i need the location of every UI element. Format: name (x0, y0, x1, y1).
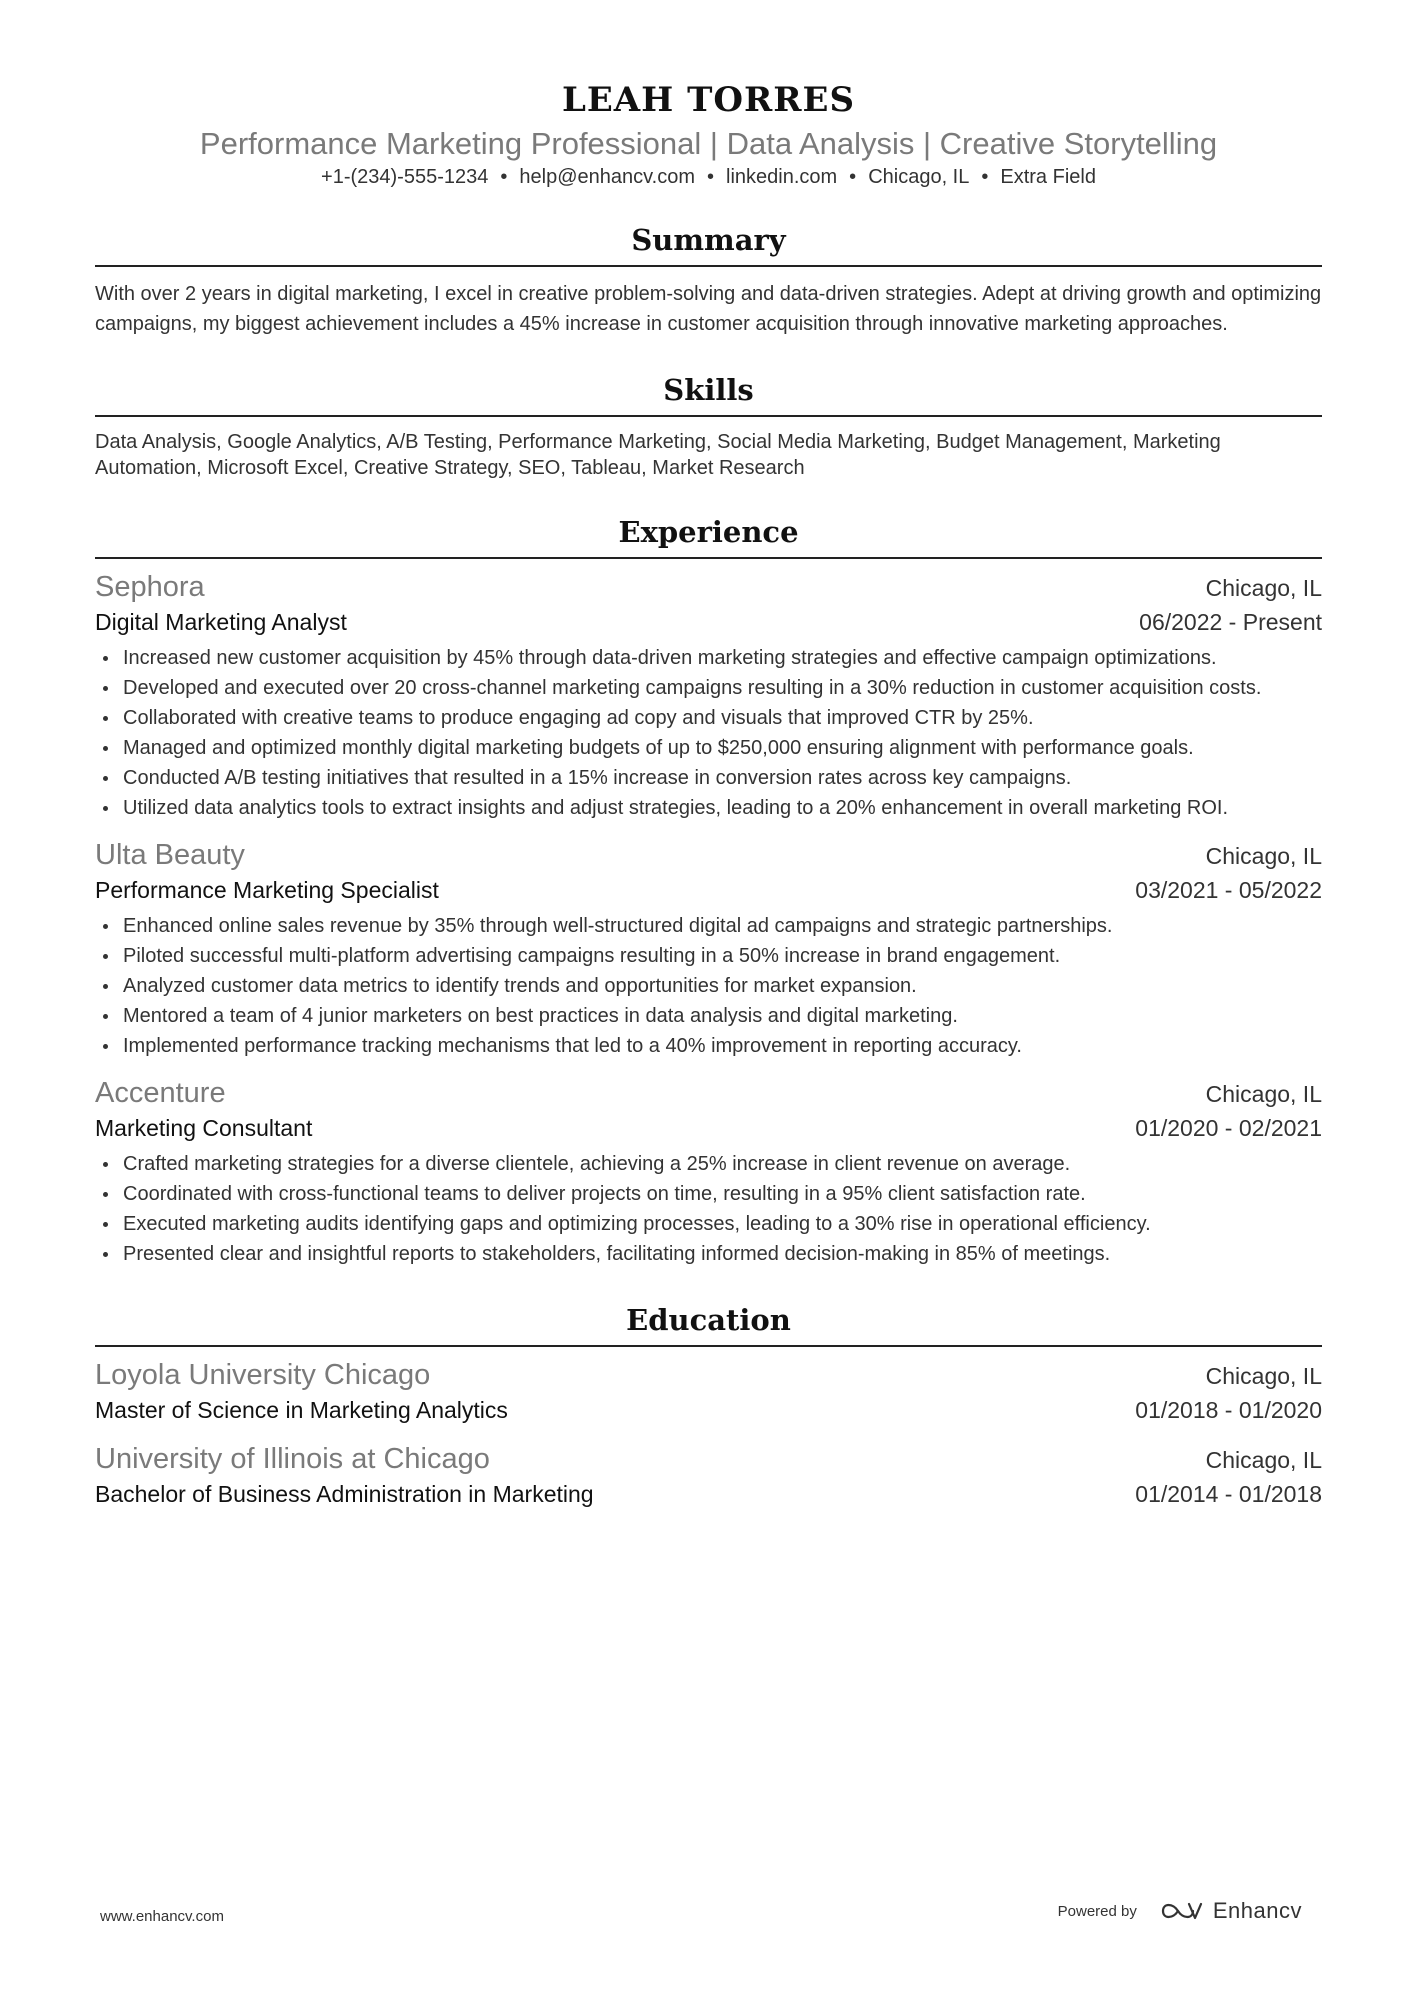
candidate-name: LEAH TORRES (561, 80, 856, 120)
achievement-item: Mentored a team of 4 junior marketers on best practices in data analysis and digital marketing. (123, 1001, 1322, 1031)
job-location: Chicago, IL (1205, 1080, 1322, 1107)
job-dates: 03/2021 - 05/2022 (1135, 876, 1322, 903)
phone: +1-(234)-555-1234 (321, 165, 489, 188)
section-title: Education (95, 1303, 1322, 1347)
enhancv-logo-icon (1159, 1899, 1205, 1923)
experience-entry (95, 1075, 1322, 1269)
school-name: University of Illinois at Chicago (95, 1442, 490, 1475)
experience-entry (95, 837, 1322, 1061)
education-entry (95, 1357, 1322, 1427)
contact-line (95, 166, 1322, 189)
achievement-list (95, 643, 1322, 823)
summary-text: With over 2 years in digital marketing, I excel in creative problem-solving and data-driven strategies. Adept at driving growth and optimizing campaigns, my biggest achievement includes a 45% increase in customer acquisition through innovative marketing approaches. (95, 282, 1322, 335)
job-location: Chicago, IL (1205, 574, 1322, 601)
bullet-separator: • (706, 165, 714, 188)
achievement-item: Conducted A/B testing initiatives that resulted in a 15% increase in conversion rates across key campaigns. (123, 763, 1322, 793)
experience-list (95, 569, 1322, 1269)
achievement-item: Enhanced online sales revenue by 35% through well-structured digital ad campaigns and strategic partnerships. (123, 911, 1322, 941)
achievement-item: Coordinated with cross-functional teams to deliver projects on time, resulting in a 95% client satisfaction rate. (123, 1179, 1322, 1209)
education-list (95, 1357, 1322, 1511)
company-name: Accenture (95, 1076, 226, 1109)
extra-field: Extra Field (1000, 165, 1096, 188)
job-dates: 06/2022 - Present (1139, 608, 1322, 635)
education-dates: 01/2014 - 01/2018 (1135, 1480, 1322, 1507)
job-location: Chicago, IL (1205, 842, 1322, 869)
education-entry (95, 1441, 1322, 1511)
linkedin: linkedin.com (726, 165, 838, 188)
skills-text: Data Analysis, Google Analytics, A/B Testing, Performance Marketing, Social Media Marketing, Budget Management, Marketing Automation, Microsoft Excel, Creative Strategy, SEO, Tableau, Market Research (95, 430, 1221, 479)
achievement-item: Piloted successful multi-platform advertising campaigns resulting in a 50% increase in brand engagement. (123, 941, 1322, 971)
job-dates: 01/2020 - 02/2021 (1135, 1114, 1322, 1141)
bullet-separator: • (500, 165, 508, 188)
powered-by-label: Powered by (1057, 1902, 1137, 1920)
resume-header (95, 80, 1322, 189)
achievement-item: Executed marketing audits identifying gaps and optimizing processes, leading to a 30% rise in operational efficiency. (123, 1209, 1322, 1239)
achievement-item: Utilized data analytics tools to extract insights and adjust strategies, leading to a 20% enhancement in overall marketing ROI. (123, 793, 1322, 823)
footer-website[interactable]: www.enhancv.com (100, 1908, 224, 1925)
skills-section (95, 373, 1322, 481)
job-title: Performance Marketing Specialist (95, 876, 439, 903)
school-name: Loyola University Chicago (95, 1358, 431, 1391)
footer-branding (1058, 1898, 1302, 1924)
degree: Bachelor of Business Administration in Marketing (95, 1480, 594, 1507)
location: Chicago, IL (868, 165, 970, 188)
achievement-item: Analyzed customer data metrics to identify trends and opportunities for market expansion. (123, 971, 1322, 1001)
job-title: Marketing Consultant (95, 1114, 313, 1141)
education-section (95, 1303, 1322, 1511)
job-title: Digital Marketing Analyst (95, 608, 347, 635)
summary-section (95, 223, 1322, 339)
achievement-item: Presented clear and insightful reports to stakeholders, facilitating informed decision-making in 85% of meetings. (123, 1239, 1322, 1269)
achievement-item: Crafted marketing strategies for a diverse clientele, achieving a 25% increase in client revenue on average. (123, 1149, 1322, 1179)
experience-entry (95, 569, 1322, 823)
section-title: Skills (95, 373, 1322, 417)
email: help@enhancv.com (519, 165, 695, 188)
school-location: Chicago, IL (1205, 1362, 1322, 1389)
achievement-item: Increased new customer acquisition by 45% through data-driven marketing strategies and effective campaign optimizations. (123, 643, 1322, 673)
candidate-headline: Performance Marketing Professional | Data Analysis | Creative Storytelling (199, 125, 1218, 161)
company-name: Sephora (95, 570, 205, 603)
school-location: Chicago, IL (1205, 1446, 1322, 1473)
achievement-item: Managed and optimized monthly digital marketing budgets of up to $250,000 ensuring alignment with performance goals. (123, 733, 1322, 763)
section-title: Experience (95, 515, 1322, 559)
achievement-list (95, 911, 1322, 1061)
achievement-list (95, 1149, 1322, 1269)
achievement-item: Developed and executed over 20 cross-channel marketing campaigns resulting in a 30% reduction in customer acquisition costs. (123, 673, 1322, 703)
degree: Master of Science in Marketing Analytics (95, 1396, 508, 1423)
achievement-item: Implemented performance tracking mechanisms that led to a 40% improvement in reporting accuracy. (123, 1031, 1322, 1061)
enhancv-brand-name: Enhancv (1212, 1898, 1302, 1923)
education-dates: 01/2018 - 01/2020 (1135, 1396, 1322, 1423)
resume-page (95, 80, 1322, 1511)
bullet-separator: • (849, 165, 857, 188)
experience-section (95, 515, 1322, 1269)
bullet-separator: • (981, 165, 989, 188)
company-name: Ulta Beauty (95, 838, 245, 871)
section-title: Summary (95, 223, 1322, 267)
enhancv-brand[interactable] (1159, 1898, 1302, 1924)
achievement-item: Collaborated with creative teams to produce engaging ad copy and visuals that improved CTR by 25%. (123, 703, 1322, 733)
